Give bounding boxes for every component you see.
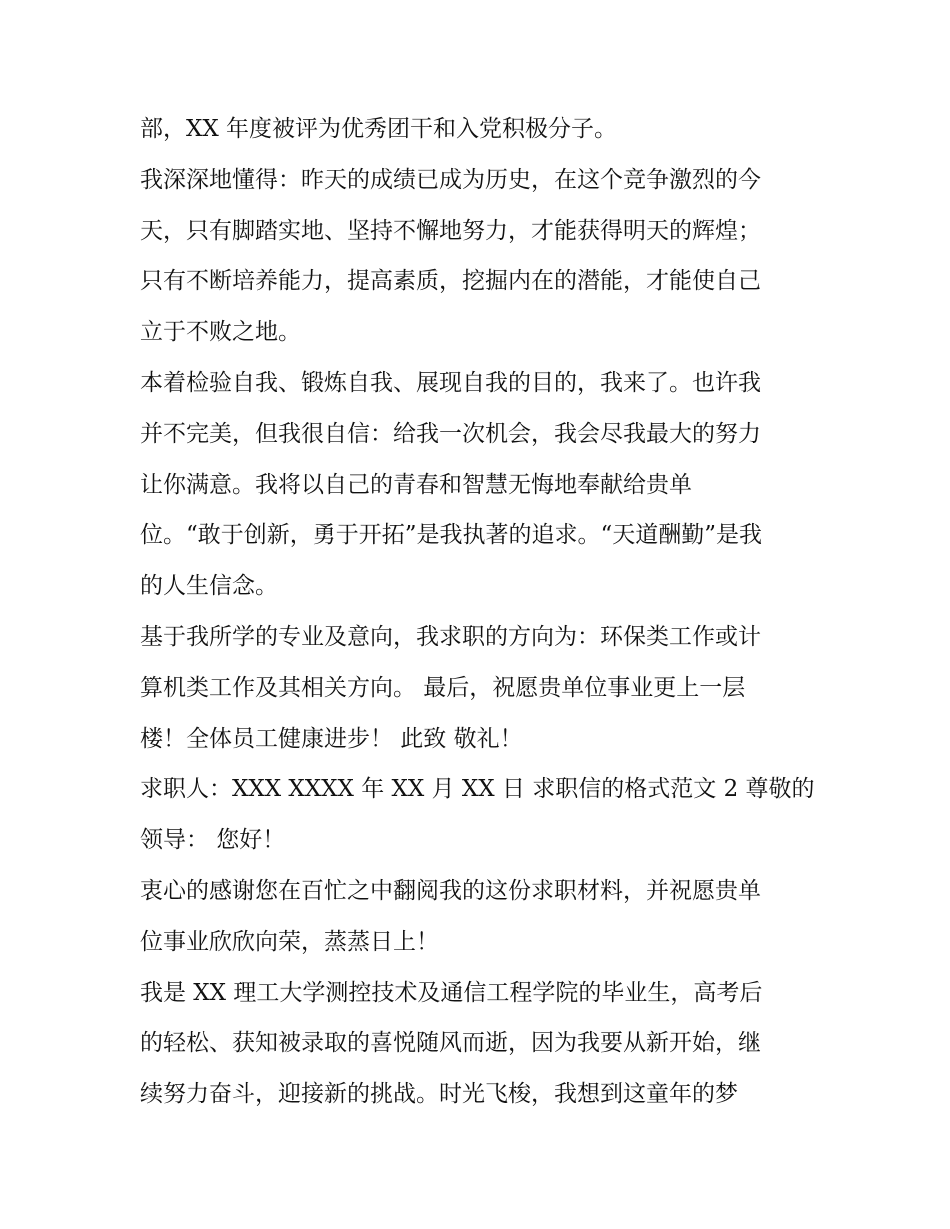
text-line: 位。“敢于创新，勇于开拓”是我执著的追求。“天道酬勤”是我: [140, 522, 763, 549]
text-line: 楼！全体员工健康进步！ 此致 敬礼！: [140, 725, 523, 752]
text-line: 的人生信念。: [140, 573, 278, 600]
text-line: 续努力奋斗，迎接新的挑战。时光飞梭，我想到这童年的梦: [140, 1081, 738, 1108]
text-line: 我深深地懂得：昨天的成绩已成为历史，在这个竞争激烈的今: [140, 166, 761, 193]
text-line: 位事业欣欣向荣，蒸蒸日上！: [140, 928, 439, 955]
document-body: [140, 104, 820, 1120]
text-line: 求职人：XXX XXXX 年 XX 月 XX 日 求职信的格式范文 2 尊敬的: [140, 776, 815, 803]
text-line: 并不完美，但我很自信：给我一次机会，我会尽我最大的努力: [140, 420, 761, 447]
text-line: 让你满意。我将以自己的青春和智慧无悔地奉献给贵单: [140, 471, 692, 498]
text-line: 本着检验自我、锻炼自我、展现自我的目的，我来了。也许我: [140, 369, 761, 396]
text-line: 我是 XX 理工大学测控技术及通信工程学院的毕业生，高考后: [140, 979, 763, 1006]
text-line: 领导： 您好！: [140, 827, 286, 854]
text-line: 衷心的感谢您在百忙之中翻阅我的这份求职材料，并祝愿贵单: [140, 877, 761, 904]
text-line: 基于我所学的专业及意向，我求职的方向为：环保类工作或计: [140, 623, 761, 650]
text-line: 的轻松、获知被录取的喜悦随风而逝，因为我要从新开始，继: [140, 1030, 761, 1057]
text-line: 算机类工作及其相关方向。 最后，祝愿贵单位事业更上一层: [140, 674, 746, 701]
text-line: 部，XX 年度被评为优秀团干和入党积极分子。: [140, 116, 618, 142]
text-line: 只有不断培养能力，提高素质，挖掘内在的潜能，才能使自己: [140, 268, 761, 295]
text-line: 天，只有脚踏实地、坚持不懈地努力，才能获得明天的辉煌；: [140, 217, 761, 244]
text-line: 立于不败之地。: [140, 319, 301, 346]
